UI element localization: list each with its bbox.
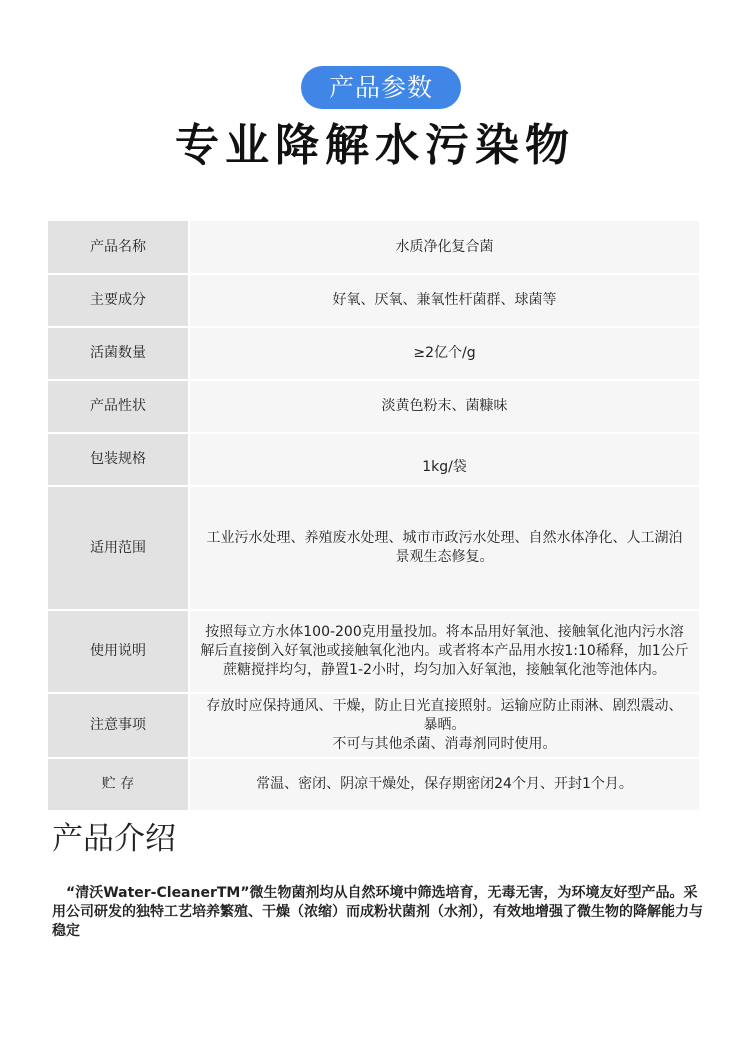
table-row xyxy=(48,380,699,433)
table-row xyxy=(48,610,699,693)
row-value xyxy=(189,693,699,758)
row-value: 好氧、厌氧、兼氧性杆菌群、球菌等 xyxy=(189,274,699,327)
table-row xyxy=(48,327,699,380)
row-label: 贮 存 xyxy=(48,758,189,811)
row-label: 包装规格 xyxy=(48,433,189,486)
table-row xyxy=(48,433,699,486)
section-badge: 产品参数 xyxy=(301,66,461,109)
table-row xyxy=(48,486,699,610)
spec-table xyxy=(48,221,699,812)
row-value: 工业污水处理、养殖废水处理、城市市政污水处理、自然水体净化、人工湖泊景观生态修复。 xyxy=(189,486,699,610)
row-label: 产品性状 xyxy=(48,380,189,433)
row-label: 主要成分 xyxy=(48,274,189,327)
table-row xyxy=(48,221,699,274)
row-value: 常温、密闭、阴凉干燥处，保存期密闭24个月、开封1个月。 xyxy=(189,758,699,811)
table-row xyxy=(48,693,699,758)
table-row xyxy=(48,274,699,327)
row-label: 活菌数量 xyxy=(48,327,189,380)
intro-paragraph: “清沃Water-CleanerTM”微生物菌剂均从自然环境中筛选培育，无毒无害，为环境友好型产品。采用公司研发的独特工艺培养繁殖、干燥（浓缩）而成粉状菌剂（水剂），有效地增强了微生物的降解能力与稳定 xyxy=(52,885,703,939)
row-label: 使用说明 xyxy=(48,610,189,693)
row-value-line: 不可与其他杀菌、消毒剂同时使用。 xyxy=(332,736,557,752)
row-value: 1kg/袋 xyxy=(189,433,699,486)
row-label: 注意事项 xyxy=(48,693,189,758)
row-label: 产品名称 xyxy=(48,221,189,274)
row-value: 按照每立方水体100-200克用量投加。将本品用好氧池、接触氧化池内污水溶解后直接倒入好氧池或接触氧化池内。或者将本产品用水按1:10稀释，加1公斤蔗糖搅拌均匀，静置1-2小时，均匀加入好氧池，接触氧化池等池体内。 xyxy=(189,610,699,693)
row-value: 淡黄色粉末、菌糠味 xyxy=(189,380,699,433)
page-title: 专业降解水污染物 xyxy=(175,120,575,171)
section-title: 产品介绍 xyxy=(52,821,176,857)
row-value-line: 存放时应保持通风、干燥，防止日光直接照射。运输应防止雨淋、剧烈震动、暴晒。 xyxy=(206,698,683,733)
row-value: ≥2亿个/g xyxy=(189,327,699,380)
row-label: 适用范围 xyxy=(48,486,189,610)
table-row xyxy=(48,758,699,811)
row-value: 水质净化复合菌 xyxy=(189,221,699,274)
